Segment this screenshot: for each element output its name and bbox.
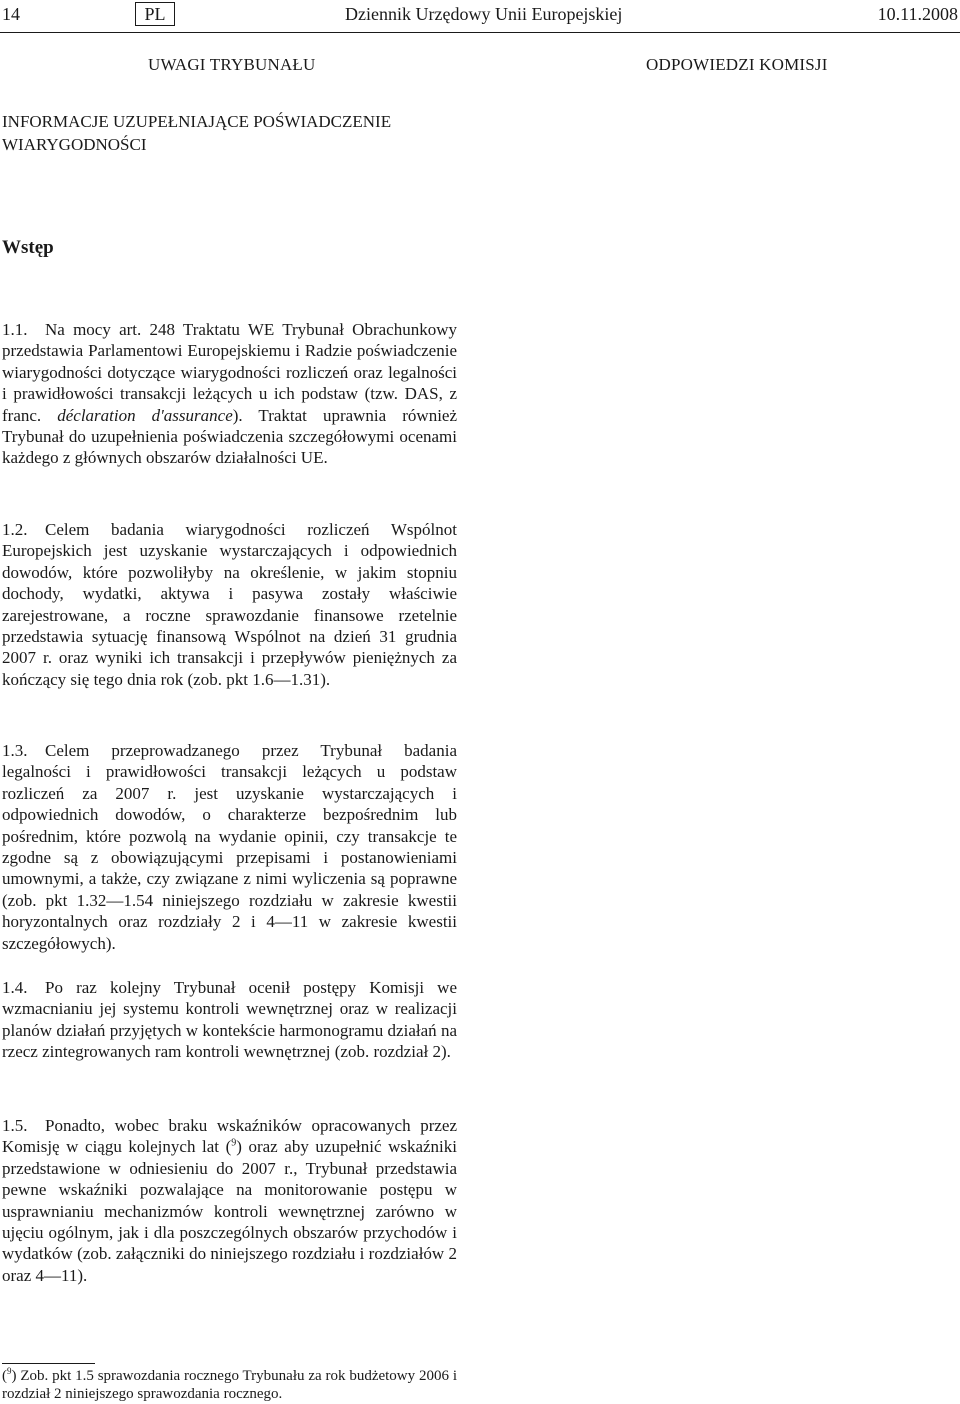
right-column-heading: ODPOWIEDZI KOMISJI [646,55,828,74]
paragraph-text: Po raz kolejny Trybunał ocenił postępy Komisji we wzmacnianiu jej systemu kontroli wewnętrznej oraz w realizacji planów działań przyjętych w kontekście harmonogramu działań na rzecz zintegrowanych ram kontroli wewnętrznej (zob. rozdział 2). [2,978,457,1062]
publication-date: 10.11.2008 [877,4,958,24]
section-title: INFORMACJE UZUPEŁNIAJĄCE POŚWIADCZENIE WIARYGODNOŚCI [2,112,392,154]
paragraph-text: ) oraz aby uzupełnić wskaźniki przedstawione w odniesieniu do 2007 r., Trybunał przedstawia pewne wskaźniki pozwalające na monitorowanie postępu w usprawnianiu mechanizmów kontroli wewnętrznej zarówno w ujęciu ogólnym, jak i dla poszczególnych obszarów przychodów i wydatków (zob. załączniki do niniejszego rozdziału i rozdziałów 2 oraz 4—11). [2,1137,457,1285]
subsection-title: Wstęp [2,237,54,258]
page-number: 14 [2,4,20,24]
paragraph-1-4 [2,977,457,1063]
paragraph-text: Celem badania wiarygodności rozliczeń Wspólnot Europejskich jest uzyskanie wystarczających i odpowiednich dowodów, które pozwoliłyby na określenie, w jakim stopniu dochody, wydatki, aktywa i pasywa zostały właściwie zarejestrowane, a roczne sprawozdanie finansowe rzetelnie przedstawia sytuację finansową Wspólnot na dzień 31 grudnia 2007 r. oraz wyniki ich transakcji i przepływów pieniężnych za kończący się tego dnia rok (zob. pkt 1.6—1.31). [2,520,457,689]
paragraph-number: 1.2. [2,520,28,539]
page-header [0,4,960,28]
paragraph-text: Na mocy art. 248 Traktatu WE Trybunał Obrachunkowy przedstawia Parlamentowi Europejskiemu i Radzie poświadczenie wiarygodności dotyczące wiarygodności rozliczeń oraz legalności i prawidłowości transakcji leżących u ich podstaw (tzw. DAS, z franc. [2,320,457,425]
footnote-marker: 9 [7,1366,12,1376]
paragraph-1-1 [2,319,457,469]
paragraph-number: 1.1. [2,320,28,339]
footnote: ($^9$) Zob. pkt 1.5 sprawozdania rocznego Trybunału za rok budżetowy 2006 i rozdział 2 niniejszego sprawozdania rocznego. [2,1366,457,1402]
paragraph-1-5 [2,1115,457,1286]
footnote-reference[interactable]: 9 [231,1137,237,1149]
paragraph-1-2 [2,519,457,690]
footnote-text: Zob. pkt 1.5 sprawozdania rocznego Trybunału za rok budżetowy 2006 i rozdział 2 niniejszego sprawozdania rocznego. [2,1368,457,1402]
paragraph-text: Ponadto, wobec braku wskaźników opracowanych przez Komisję w ciągu kolejnych lat ( [2,1116,457,1157]
paragraph-text: Celem przeprowadzanego przez Trybunał badania legalności i prawidłowości transakcji leżących u podstaw rozliczeń za 2007 r. jest uzyskanie wystarczających i odpowiednich dowodów, o charakterze bezpośrednim lub pośrednim, które pozwolą na wydanie opinii, czy transakcje te zgodne są z obowiązującymi przepisami i postanowieniami umownymi, a także, czy związane z nimi wyliczenia są poprawne (zob. pkt 1.32—1.54 niniejszego rozdziału w zakresie kwestii horyzontalnych oraz rozdziały 2 i 4—11 w zakresie kwestii szczegółowych). [2,741,457,953]
left-column-heading: UWAGI TRYBUNAŁU [148,55,316,74]
footnote-divider [2,1363,95,1364]
paragraph-italic-term: déclaration d'assurance [57,405,233,425]
paragraph-text: ). Traktat uprawnia również Trybunał do uzupełnienia poświadczenia szczegółowymi ocenami każdego z głównych obszarów działalności UE. [2,405,458,468]
paragraph-number: 1.4. [2,978,28,997]
journal-title: Dziennik Urzędowy Unii Europejskiej [345,4,623,24]
paragraph-number: 1.5. [2,1116,28,1135]
header-divider [0,32,960,33]
paragraph-number: 1.3. [2,741,28,760]
paragraph-1-3 [2,740,457,954]
language-badge: PL [135,2,175,26]
